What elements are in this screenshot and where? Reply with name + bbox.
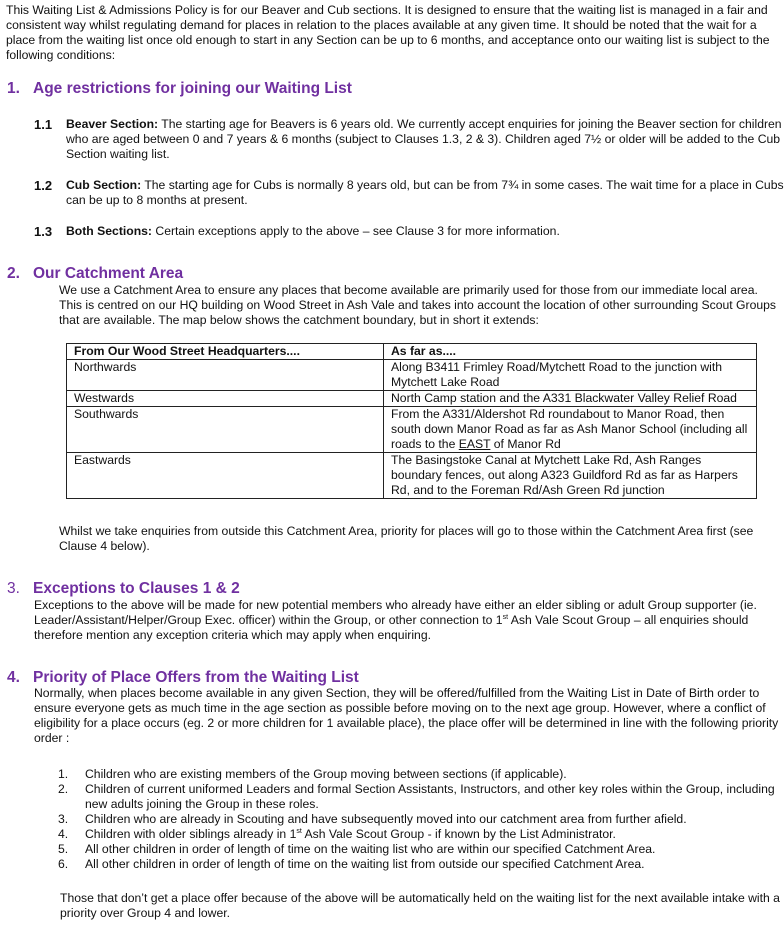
section-number: 1. [7, 80, 20, 97]
extent-text: of Manor Rd [490, 437, 561, 451]
list-text: Children who are existing members of the Group moving between sections (if applicable). [85, 767, 567, 781]
list-item [58, 827, 784, 842]
section-4-heading [7, 669, 359, 687]
table-row [67, 407, 757, 453]
priority-list [58, 767, 784, 872]
text: Exceptions to the above will be made for new potential members who already have either an elder sibling or adult Group supporter (ie. Leader/Assistant/Helper/Group Exec. officer) within the Group, or other connection to 1 [34, 598, 757, 627]
section-3-heading [7, 580, 240, 598]
list-number: 1. [58, 767, 69, 781]
list-text: Ash Vale Scout Group - if known by the List Administrator. [301, 827, 616, 841]
catchment-description: We use a Catchment Area to ensure any places that become available are primarily used for those from our immediate local area. This is centred on our HQ building on Wood Street in Ash Vale and takes into account the location of other surrounding Scout Groups that are available. The map below shows the catchment boundary, but in short it extends: [59, 283, 777, 327]
section-2-heading [7, 265, 183, 283]
clause-text: Certain exceptions apply to the above – see Clause 3 for more information. [152, 224, 560, 238]
list-number: 4. [58, 827, 69, 841]
priority-footer: Those that don’t get a place offer because of the above will be automatically held on the waiting list for the next available intake with a priority over Group 4 and lower. [60, 891, 780, 920]
direction-cell: Westwards [67, 391, 384, 407]
extent-cell [384, 407, 757, 453]
clause-text: The starting age for Beavers is 6 years old. We currently accept enquiries for joining the Beaver section for children who are aged between 0 and 7 years & 6 months (subject to Clauses 1.3, 2 & 3). Children aged 7½ or older will be added to the Cub Section waiting list. [66, 117, 782, 161]
clause-1-2 [34, 178, 784, 208]
section-number: 4. [7, 669, 20, 686]
catchment-footer: Whilst we take enquiries from outside this Catchment Area, priority for places will go to those within the Catchment Area first (see Clause 4 below). [59, 524, 754, 553]
section-title: Exceptions to Clauses 1 & 2 [33, 580, 240, 597]
direction-cell: Southwards [67, 407, 384, 453]
clause-label: Cub Section: [66, 178, 142, 192]
section-number: 2. [7, 265, 20, 282]
table-row [67, 360, 757, 391]
list-item [58, 842, 784, 857]
clause-1-3 [34, 224, 784, 239]
extent-cell: North Camp station and the A331 Blackwater Valley Relief Road [384, 391, 757, 407]
column-header-direction: From Our Wood Street Headquarters.... [67, 344, 384, 360]
clause-label: Beaver Section: [66, 117, 159, 131]
list-text: All other children in order of length of time on the waiting list who are within our specified Catchment Area. [85, 842, 656, 856]
text: Ash Vale Scout Group – all enquiries should therefore mention any exception criteria which may apply when enquiring. [34, 613, 749, 642]
list-item [58, 767, 784, 782]
table-row [67, 453, 757, 499]
list-text: Children who are already in Scouting and have subsequently moved into our catchment area from further afield. [85, 812, 687, 826]
extent-underlined-text: EAST [458, 437, 491, 451]
list-text: All other children in order of length of time on the waiting list from outside our specified Catchment Area. [85, 857, 645, 871]
extent-cell: Along B3411 Frimley Road/Mytchett Road to the junction with Mytchett Lake Road [384, 360, 757, 391]
clause-1-1 [34, 117, 784, 162]
exceptions-description [34, 598, 784, 643]
clause-number: 1.1 [34, 117, 53, 132]
section-number: 3. [7, 580, 20, 597]
section-title: Our Catchment Area [33, 265, 184, 282]
priority-description: Normally, when places become available in any given Section, they will be offered/fulfilled from the Waiting List in Date of Birth order to ensure everyone gets as much time in the age section as possible before moving on to the next age group. However, where a conflict of eligibility for a place occurs (eg. 2 or more children for 1 available place), the place offer will be determined in line with the following priority order : [34, 686, 779, 745]
direction-cell: Eastwards [67, 453, 384, 499]
section-title: Priority of Place Offers from the Waiting List [33, 669, 359, 686]
list-text: Children of current uniformed Leaders and formal Section Assistants, Instructors, and other key roles within the Group, including new adults joining the Group in these roles. [85, 782, 775, 811]
list-number: 5. [58, 842, 69, 856]
list-number: 3. [58, 812, 69, 826]
section-1-heading [7, 80, 352, 98]
list-item [58, 782, 784, 812]
list-text: Children with older siblings already in 1 [85, 827, 297, 841]
direction-cell: Northwards [67, 360, 384, 391]
table-row [67, 391, 757, 407]
column-header-extent: As far as.... [384, 344, 757, 360]
section-title: Age restrictions for joining our Waiting List [33, 80, 352, 97]
clause-number: 1.3 [34, 224, 53, 239]
extent-text: From the A331/Aldershot Rd roundabout to Manor Road, then south down Manor Road as far as Ash Manor School (including all roads to the [391, 407, 748, 451]
clause-number: 1.2 [34, 178, 53, 193]
clause-label: Both Sections: [66, 224, 152, 238]
extent-cell: The Basingstoke Canal at Mytchett Lake Rd, Ash Ranges boundary fences, out along A323 Guildford Rd as far as Harpers Rd, and to the Foreman Rd/Ash Green Rd junction [384, 453, 757, 499]
list-item [58, 812, 784, 827]
list-number: 6. [58, 857, 69, 871]
catchment-table [66, 343, 757, 499]
intro-paragraph: This Waiting List & Admissions Policy is for our Beaver and Cub sections. It is designed to ensure that the waiting list is managed in a fair and consistent way whilst regulating demand for places in relation to the places available at any given time. It should be noted that the wait for a place from the waiting list once old enough to start in any Section can be up to 6 months, and acceptance onto our waiting list is subject to the following conditions: [6, 3, 770, 62]
list-item [58, 857, 784, 872]
superscript: st [502, 613, 509, 621]
clause-text: The starting age for Cubs is normally 8 years old, but can be from 7¾ in some cases. The wait time for a place in Cubs can be up to 8 months at present. [66, 178, 784, 207]
table-header-row [67, 344, 757, 360]
list-number: 2. [58, 782, 69, 796]
superscript: st [296, 827, 302, 835]
